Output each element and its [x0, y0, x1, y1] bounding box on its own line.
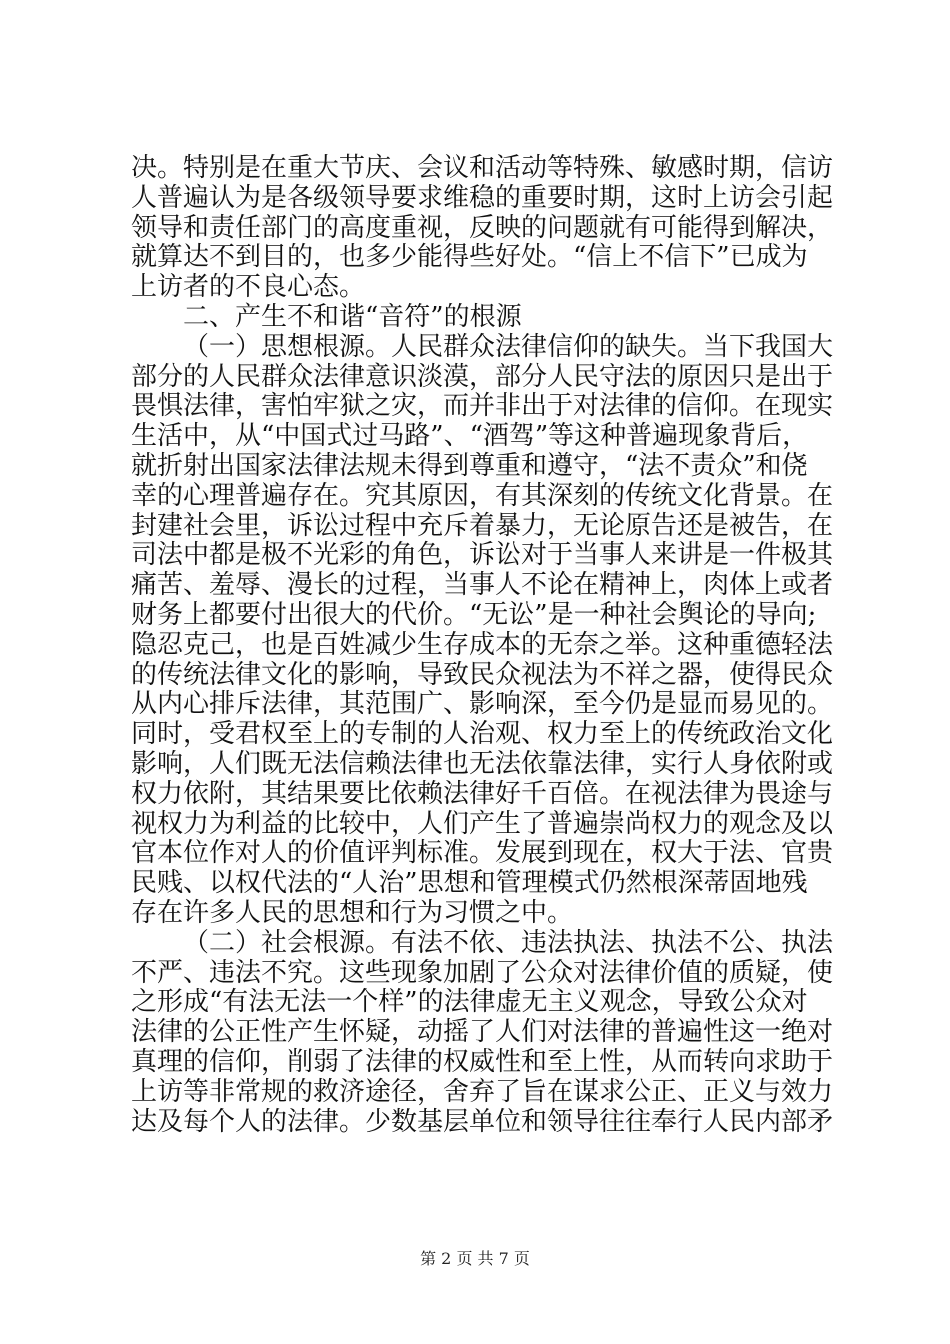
text-line: 上访者的不良心态。 — [131, 272, 366, 303]
text-line: 上访等非常规的救济途径，舍弃了旨在谋求公正、正义与效力 — [131, 1076, 834, 1107]
text-line: 权力依附，其结果要比依赖法律好千百倍。在视法律为畏途与 — [131, 778, 834, 809]
text-line: 幸的心理普遍存在。究其原因，有其深刻的传统文化背景。在 — [131, 480, 834, 511]
text-line: 领导和责任部门的高度重视，反映的问题就有可能得到解决， — [131, 212, 834, 243]
document-body — [131, 153, 834, 1137]
text-line: 封建社会里，诉讼过程中充斥着暴力，无论原告还是被告，在 — [131, 510, 834, 541]
page-number-label: 第 2 页 共 7 页 — [420, 1249, 530, 1268]
text-line: 部分的人民群众法律意识淡漠，部分人民守法的原因只是出于 — [131, 361, 834, 392]
text-line: 同时，受君权至上的专制的人治观、权力至上的传统政治文化 — [131, 719, 834, 750]
text-line: 法律的公正性产生怀疑，动摇了人们对法律的普遍性这一绝对 — [131, 1017, 834, 1048]
text-line: 真理的信仰，削弱了法律的权威性和至上性，从而转向求助于 — [131, 1046, 834, 1077]
text-line: 隐忍克己，也是百姓减少生存成本的无奈之举。这种重德轻法 — [131, 629, 834, 660]
text-line: 官本位作对人的价值评判标准。发展到现在，权大于法、官贵 — [131, 838, 834, 869]
paragraph-first-line: （二）社会根源。有法不依、违法执法、执法不公、执法 — [183, 927, 834, 958]
text-line: 影响，人们既无法信赖法律也无法依靠法律，实行人身依附或 — [131, 748, 834, 779]
text-line: 之形成“有法无法一个样”的法律虚无主义观念，导致公众对 — [131, 987, 808, 1018]
text-line: 视权力为利益的比较中，人们产生了普遍崇尚权力的观念及以 — [131, 808, 834, 839]
section-heading: 二、产生不和谐“音符”的根源 — [183, 301, 522, 332]
text-line: 财务上都要付出很大的代价。“无讼”是一种社会舆论的导向; — [131, 599, 817, 630]
text-line: 的传统法律文化的影响，导致民众视法为不祥之器，使得民众 — [131, 659, 834, 690]
text-line: 痛苦、羞辱、漫长的过程，当事人不论在精神上，肉体上或者 — [131, 570, 834, 601]
text-line: 人普遍认为是各级领导要求维稳的重要时期，这时上访会引起 — [131, 182, 834, 213]
text-line: 民贱、以权代法的“人治”思想和管理模式仍然根深蒂固地残 — [131, 868, 808, 899]
text-line: 从内心排斥法律，其范围广、影响深，至今仍是显而易见的。 — [131, 689, 834, 720]
page-footer — [0, 1246, 950, 1269]
text-line: 就折射出国家法律法规未得到尊重和遵守，“法不责众”和侥 — [131, 450, 808, 481]
text-line: 司法中都是极不光彩的角色，诉讼对于当事人来讲是一件极其 — [131, 540, 834, 571]
text-line: 畏惧法律，害怕牢狱之灾，而并非出于对法律的信仰。在现实 — [131, 391, 834, 422]
text-line: 就算达不到目的，也多少能得些好处。“信上不信下”已成为 — [131, 242, 808, 273]
text-line: 生活中，从“中国式过马路”、“酒驾”等这种普遍现象背后， — [131, 421, 809, 452]
text-line: 达及每个人的法律。少数基层单位和领导往往奉行人民内部矛 — [131, 1106, 834, 1137]
text-line: 决。特别是在重大节庆、会议和活动等特殊、敏感时期，信访 — [131, 153, 834, 183]
paragraph-first-line: （一）思想根源。人民群众法律信仰的缺失。当下我国大 — [183, 331, 834, 362]
text-line: 存在许多人民的思想和行为习惯之中。 — [131, 897, 574, 928]
text-line: 不严、违法不究。这些现象加剧了公众对法律价值的质疑，使 — [131, 957, 834, 988]
